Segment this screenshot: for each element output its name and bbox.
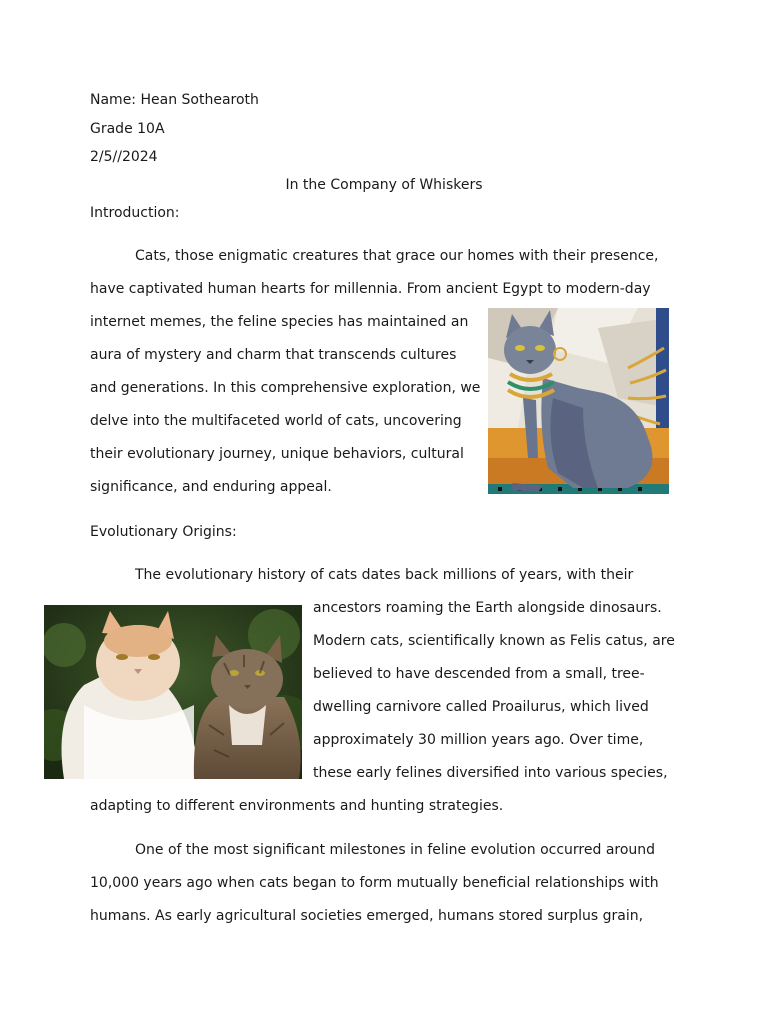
intro-line: their evolutionary journey, unique behaviors, cultural (90, 446, 464, 462)
evolution-line: approximately 30 million years ago. Over time, (313, 732, 644, 748)
two-cats-photo (44, 605, 302, 779)
intro-line: Cats, those enigmatic creatures that grace our homes with their presence, (135, 248, 659, 264)
essay-title: In the Company of Whiskers (285, 177, 483, 193)
intro-line: internet memes, the feline species has maintained an (90, 314, 469, 330)
egyptian-cat-image (488, 308, 669, 494)
milestone-line: 10,000 years ago when cats began to form mutually beneficial relationships with (90, 875, 659, 891)
intro-line: delve into the multifaceted world of cats, uncovering (90, 413, 462, 429)
evolution-line: Modern cats, scientifically known as Felis catus, are (313, 633, 675, 649)
evolution-line: believed to have descended from a small, tree- (313, 666, 645, 682)
evolution-paragraph-last-line (90, 790, 503, 823)
milestone-line: One of the most significant milestones in feline evolution occurred around (135, 842, 656, 858)
milestone-line: humans. As early agricultural societies emerged, humans stored surplus grain, (90, 908, 644, 924)
intro-line: and generations. In this comprehensive exploration, we (90, 380, 481, 396)
student-name: Name: Hean Sothearoth (90, 92, 259, 108)
evolution-line: dwelling carnivore called Proailurus, which lived (313, 699, 649, 715)
evolution-line: ancestors roaming the Earth alongside dinosaurs. (313, 600, 662, 616)
intro-line: aura of mystery and charm that transcends cultures (90, 347, 457, 363)
student-grade: Grade 10A (90, 121, 165, 137)
evolution-line: these early felines diversified into various species, (313, 765, 668, 781)
evolution-line: The evolutionary history of cats dates back millions of years, with their (135, 567, 634, 583)
intro-line: significance, and enduring appeal. (90, 479, 332, 495)
evolution-paragraph-first-line (90, 559, 633, 592)
evolution-paragraph-wrapped (313, 592, 675, 790)
document-date: 2/5//2024 (90, 149, 158, 165)
intro-heading: Introduction: (90, 205, 180, 221)
evolution-line: adapting to different environments and hunting strategies. (90, 798, 504, 814)
intro-line: have captivated human hearts for millennia. From ancient Egypt to modern-day (90, 281, 651, 297)
milestone-paragraph (90, 834, 659, 933)
evolution-heading: Evolutionary Origins: (90, 524, 237, 540)
